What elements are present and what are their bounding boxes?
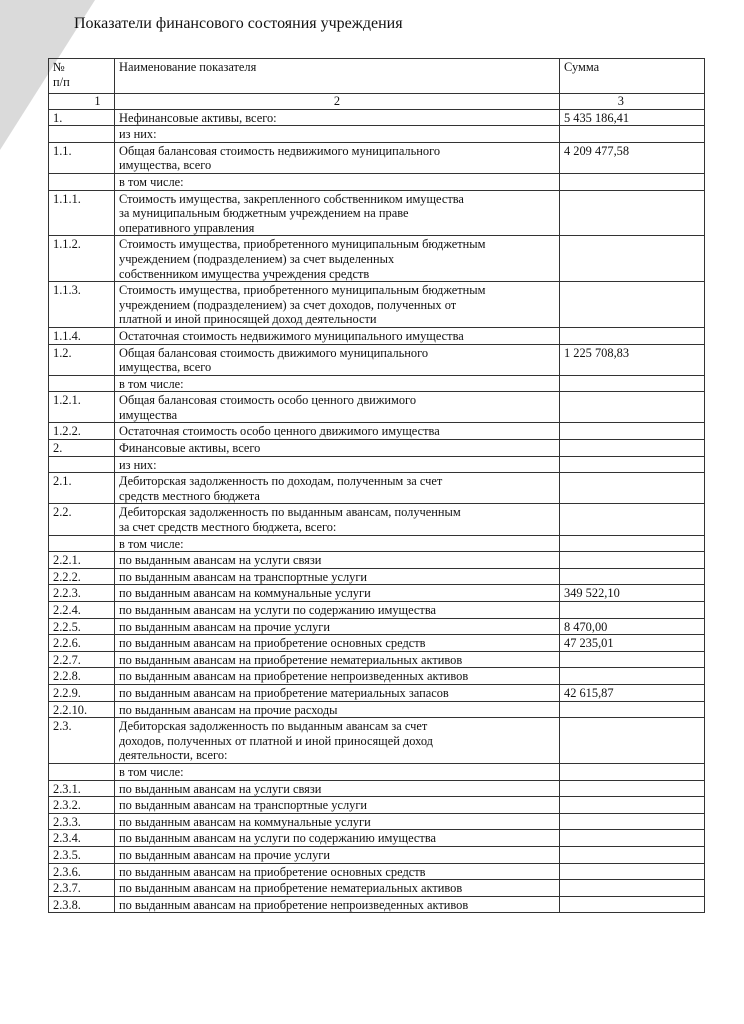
row-name: в том числе:	[115, 173, 560, 190]
row-sum	[560, 504, 705, 535]
row-name: по выданным авансам на приобретение нематериальных активов	[115, 651, 560, 668]
row-sum: 8 470,00	[560, 618, 705, 635]
row-sum	[560, 718, 705, 764]
row-sum	[560, 896, 705, 913]
table-row	[49, 863, 705, 880]
table-row	[49, 568, 705, 585]
table-row	[49, 236, 705, 282]
row-sum	[560, 423, 705, 440]
row-number	[49, 126, 115, 143]
table-row	[49, 813, 705, 830]
table-row	[49, 797, 705, 814]
table-row	[49, 344, 705, 375]
table-row	[49, 896, 705, 913]
row-sum	[560, 456, 705, 473]
table-row	[49, 668, 705, 685]
row-sum	[560, 190, 705, 236]
row-number: 1.2.2.	[49, 423, 115, 440]
table-row	[49, 473, 705, 504]
row-number: 1.1.	[49, 142, 115, 173]
table-row	[49, 190, 705, 236]
row-name: Остаточная стоимость недвижимого муниципального имущества	[115, 327, 560, 344]
table-row	[49, 375, 705, 392]
row-number: 2.2.5.	[49, 618, 115, 635]
row-number: 2.2.10.	[49, 701, 115, 718]
table-row	[49, 142, 705, 173]
row-number: 2.2.2.	[49, 568, 115, 585]
row-name: по выданным авансам на услуги по содержанию имущества	[115, 830, 560, 847]
row-number: 2.3.6.	[49, 863, 115, 880]
row-name: по выданным авансам на транспортные услуги	[115, 568, 560, 585]
table-row	[49, 535, 705, 552]
row-name: по выданным авансам на транспортные услуги	[115, 797, 560, 814]
row-number	[49, 375, 115, 392]
row-sum: 42 615,87	[560, 684, 705, 701]
row-number	[49, 763, 115, 780]
row-name: Дебиторская задолженность по выданным авансам, полученным за счет средств местного бюджета, всего:	[115, 504, 560, 535]
row-sum: 5 435 186,41	[560, 109, 705, 126]
table-row	[49, 456, 705, 473]
table-row	[49, 423, 705, 440]
header-name: Наименование показателя	[115, 59, 560, 94]
row-name: Дебиторская задолженность по выданным авансам за счет доходов, полученных от платной и иной приносящей доход деятельности, всего:	[115, 718, 560, 764]
row-number: 1.2.	[49, 344, 115, 375]
row-name: Общая балансовая стоимость особо ценного движимого имущества	[115, 392, 560, 423]
row-name: Общая балансовая стоимость недвижимого муниципального имущества, всего	[115, 142, 560, 173]
row-sum	[560, 282, 705, 328]
table-row	[49, 618, 705, 635]
column-numbers-row	[49, 94, 705, 110]
row-sum	[560, 763, 705, 780]
row-name: Нефинансовые активы, всего:	[115, 109, 560, 126]
table-row	[49, 684, 705, 701]
row-number: 2.2.1.	[49, 552, 115, 569]
row-number: 2.1.	[49, 473, 115, 504]
table-row	[49, 635, 705, 652]
row-sum	[560, 375, 705, 392]
row-number: 2.2.9.	[49, 684, 115, 701]
table-row	[49, 440, 705, 457]
row-sum	[560, 552, 705, 569]
row-sum	[560, 668, 705, 685]
row-sum	[560, 126, 705, 143]
table-row	[49, 846, 705, 863]
row-sum	[560, 602, 705, 619]
row-number: 2.3.4.	[49, 830, 115, 847]
row-number	[49, 535, 115, 552]
row-name: Финансовые активы, всего	[115, 440, 560, 457]
row-sum	[560, 651, 705, 668]
row-name: по выданным авансам на приобретение непроизведенных активов	[115, 896, 560, 913]
page-title: Показатели финансового состояния учреждения	[74, 15, 403, 32]
row-name: Дебиторская задолженность по доходам, полученным за счет средств местного бюджета	[115, 473, 560, 504]
row-name: Стоимость имущества, приобретенного муниципальным бюджетным учреждением (подразделением) за счет доходов, полученных от платной и иной приносящей доход деятельности	[115, 282, 560, 328]
row-name: в том числе:	[115, 375, 560, 392]
column-number-1: 1	[49, 94, 115, 110]
row-sum: 349 522,10	[560, 585, 705, 602]
table-row	[49, 701, 705, 718]
row-number: 1.1.1.	[49, 190, 115, 236]
row-name: Стоимость имущества, закрепленного собственником имущества за муниципальным бюджетным учреждением на праве оперативного управления	[115, 190, 560, 236]
row-name: по выданным авансам на прочие услуги	[115, 618, 560, 635]
table-row	[49, 880, 705, 897]
row-sum	[560, 863, 705, 880]
header-number: № п/п	[49, 59, 115, 94]
table-row	[49, 780, 705, 797]
row-sum	[560, 813, 705, 830]
row-number: 1.1.4.	[49, 327, 115, 344]
row-name: по выданным авансам на прочие расходы	[115, 701, 560, 718]
row-number: 2.3.7.	[49, 880, 115, 897]
table-row	[49, 602, 705, 619]
table-header-row	[49, 59, 705, 94]
row-sum	[560, 830, 705, 847]
row-number: 2.	[49, 440, 115, 457]
row-number: 2.3.2.	[49, 797, 115, 814]
row-name: по выданным авансам на коммунальные услуги	[115, 585, 560, 602]
row-number: 2.2.7.	[49, 651, 115, 668]
table-row	[49, 327, 705, 344]
table-row	[49, 109, 705, 126]
table-row	[49, 552, 705, 569]
table-row	[49, 830, 705, 847]
row-number: 1.1.3.	[49, 282, 115, 328]
header-sum: Сумма	[560, 59, 705, 94]
table-row	[49, 392, 705, 423]
row-name: Остаточная стоимость особо ценного движимого имущества	[115, 423, 560, 440]
financial-indicators-table	[48, 58, 705, 913]
row-name: из них:	[115, 126, 560, 143]
row-number: 2.2.	[49, 504, 115, 535]
row-name: по выданным авансам на приобретение основных средств	[115, 863, 560, 880]
row-name: Общая балансовая стоимость движимого муниципального имущества, всего	[115, 344, 560, 375]
column-number-3: 3	[560, 94, 705, 110]
row-name: по выданным авансам на услуги связи	[115, 780, 560, 797]
row-sum	[560, 173, 705, 190]
row-number: 2.2.6.	[49, 635, 115, 652]
row-sum	[560, 473, 705, 504]
table-row	[49, 585, 705, 602]
row-number	[49, 456, 115, 473]
row-sum: 1 225 708,83	[560, 344, 705, 375]
row-number: 2.3.8.	[49, 896, 115, 913]
row-name: по выданным авансам на услуги по содержанию имущества	[115, 602, 560, 619]
row-name: из них:	[115, 456, 560, 473]
row-sum	[560, 535, 705, 552]
table-row	[49, 282, 705, 328]
row-number: 2.3.	[49, 718, 115, 764]
column-number-2: 2	[115, 94, 560, 110]
row-name: по выданным авансам на приобретение основных средств	[115, 635, 560, 652]
row-number: 2.3.1.	[49, 780, 115, 797]
row-sum	[560, 236, 705, 282]
row-name: по выданным авансам на коммунальные услуги	[115, 813, 560, 830]
row-name: по выданным авансам на услуги связи	[115, 552, 560, 569]
row-name: по выданным авансам на приобретение непроизведенных активов	[115, 668, 560, 685]
table-row	[49, 126, 705, 143]
table-row	[49, 173, 705, 190]
row-number: 1.1.2.	[49, 236, 115, 282]
table-row	[49, 763, 705, 780]
row-sum	[560, 327, 705, 344]
row-name: по выданным авансам на приобретение материальных запасов	[115, 684, 560, 701]
row-name: Стоимость имущества, приобретенного муниципальным бюджетным учреждением (подразделением) за счет выделенных собственником имущества учреждения средств	[115, 236, 560, 282]
row-sum	[560, 568, 705, 585]
row-number: 2.3.5.	[49, 846, 115, 863]
row-sum: 47 235,01	[560, 635, 705, 652]
row-sum	[560, 440, 705, 457]
row-number	[49, 173, 115, 190]
row-number: 2.2.8.	[49, 668, 115, 685]
row-sum	[560, 701, 705, 718]
row-number: 2.2.3.	[49, 585, 115, 602]
row-sum	[560, 780, 705, 797]
row-number: 2.3.3.	[49, 813, 115, 830]
row-number: 1.2.1.	[49, 392, 115, 423]
row-name: по выданным авансам на прочие услуги	[115, 846, 560, 863]
row-sum	[560, 880, 705, 897]
row-sum	[560, 797, 705, 814]
table-row	[49, 504, 705, 535]
row-name: по выданным авансам на приобретение нематериальных активов	[115, 880, 560, 897]
row-sum	[560, 392, 705, 423]
row-sum: 4 209 477,58	[560, 142, 705, 173]
row-name: в том числе:	[115, 535, 560, 552]
row-sum	[560, 846, 705, 863]
table-row	[49, 651, 705, 668]
row-name: в том числе:	[115, 763, 560, 780]
row-number: 2.2.4.	[49, 602, 115, 619]
table-row	[49, 718, 705, 764]
row-number: 1.	[49, 109, 115, 126]
